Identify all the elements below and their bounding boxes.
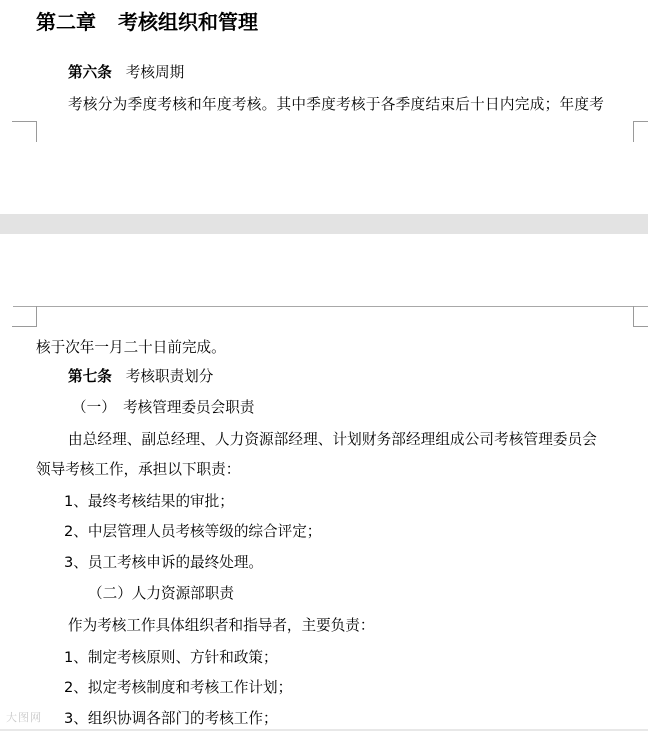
article-6-title: 考核周期 (125, 64, 185, 81)
section-1-paragraph-line: 由总经理、副总经理、人力资源部经理、计划财务部经理组成公司考核管理委员会 (68, 431, 597, 448)
page-corner-mark (633, 306, 648, 327)
continued-text: 核于次年一月二十日前完成。 (36, 339, 226, 356)
page-corner-mark (633, 121, 648, 142)
article-7-title: 考核职责划分 (125, 368, 214, 385)
list-item: 1、最终考核结果的审批； (64, 493, 234, 510)
page-corner-mark (12, 306, 37, 327)
chapter-number: 第二章 (36, 10, 96, 34)
article-7-number: 第七条 (68, 368, 112, 385)
section-1-title: （一） 考核管理委员会职责 (72, 399, 255, 416)
article-7-heading (68, 367, 213, 387)
section-2-title: （二）人力资源部职责 (88, 585, 234, 602)
article-6-number: 第六条 (68, 64, 112, 81)
chapter-heading (36, 9, 258, 35)
article-6-text: 考核分为季度考核和年度考核。其中季度考核于各季度结束后十日内完成；年度考 (68, 96, 605, 113)
page-gap (0, 214, 648, 234)
section-1-paragraph-line: 领导考核工作，承担以下职责： (36, 461, 241, 478)
article-6-heading (68, 63, 184, 83)
page-corner-mark (12, 121, 37, 142)
list-item: 2、中层管理人员考核等级的综合评定； (64, 523, 322, 540)
chapter-title: 考核组织和管理 (118, 10, 258, 34)
section-2-paragraph: 作为考核工作具体组织者和指导者，主要负责： (68, 617, 375, 634)
list-item: 3、员工考核申诉的最终处理。 (64, 554, 264, 571)
list-item: 3、组织协调各部门的考核工作； (64, 710, 278, 727)
watermark: 大图网 (6, 711, 42, 724)
list-item: 2、拟定考核制度和考核工作计划； (64, 679, 293, 696)
header-line (13, 306, 648, 307)
list-item: 1、制定考核原则、方针和政策； (64, 649, 278, 666)
